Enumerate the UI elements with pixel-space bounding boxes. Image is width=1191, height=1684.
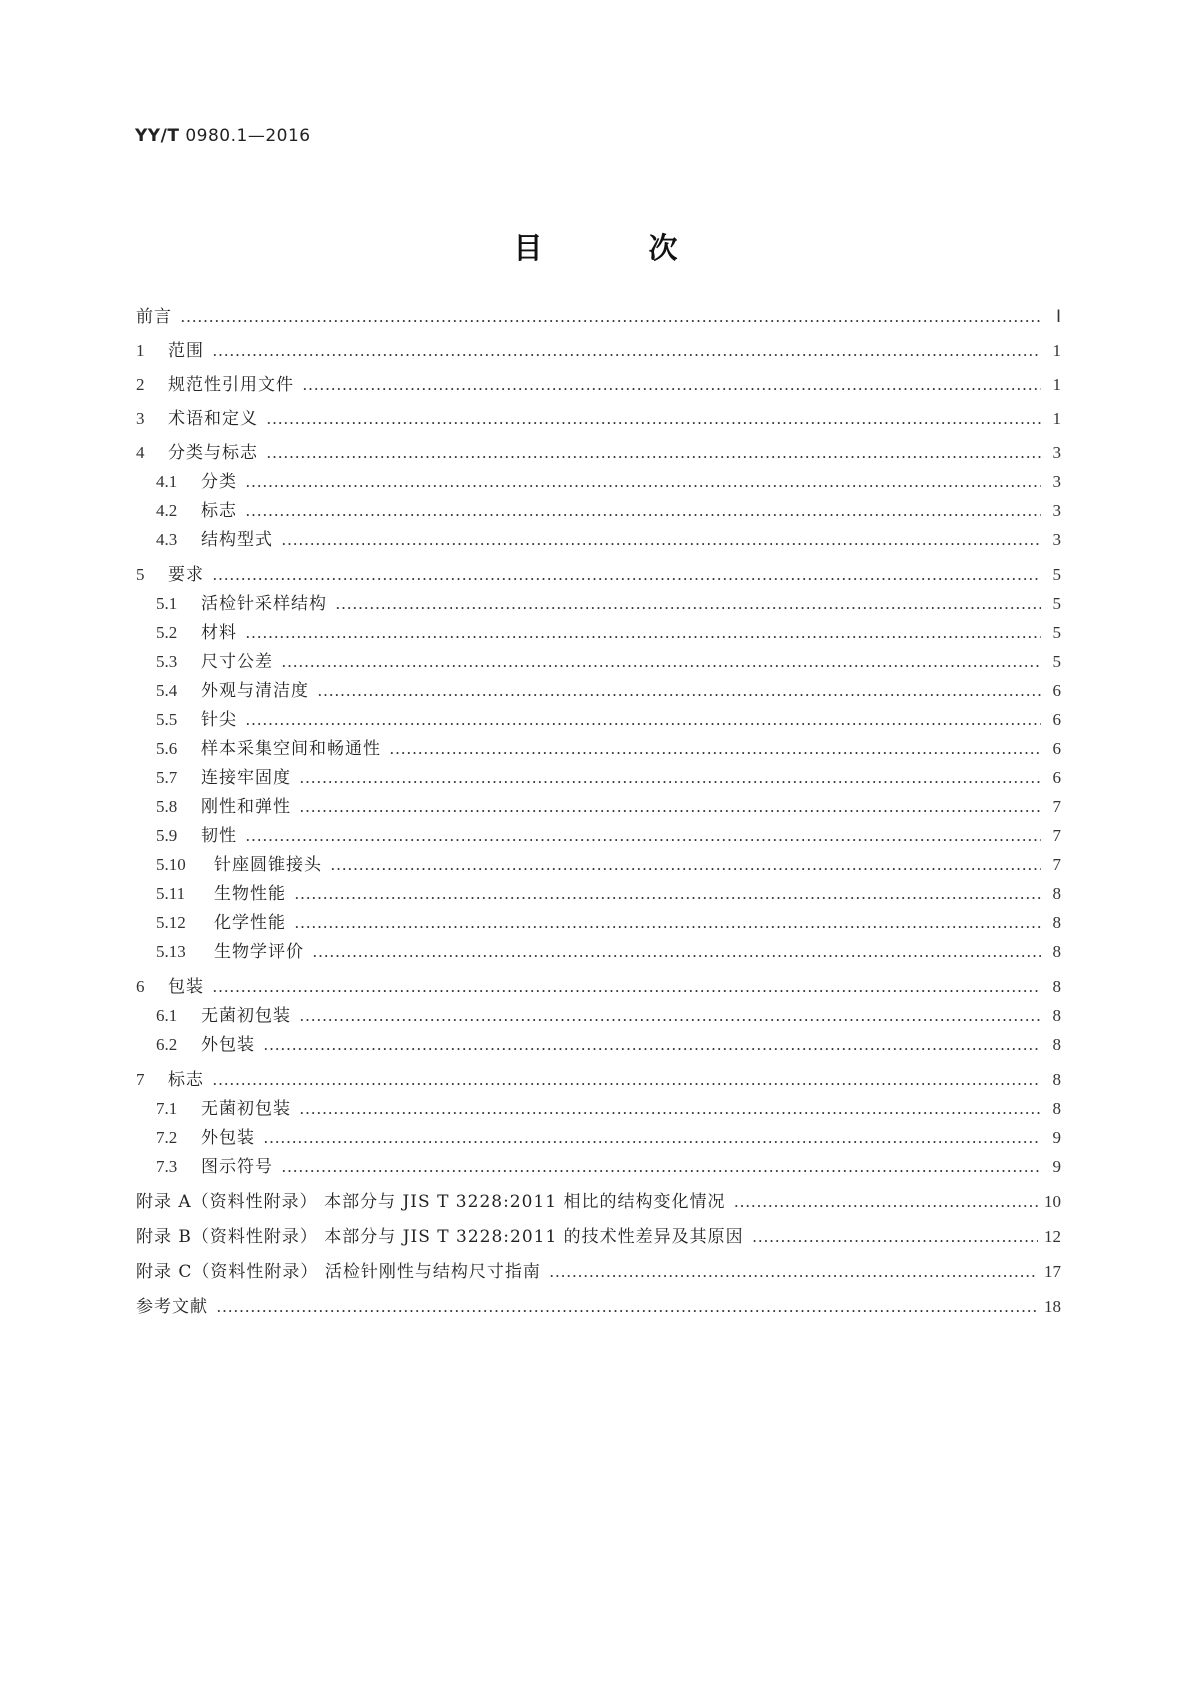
toc-entry-number: 5.8 [156, 797, 178, 816]
toc-entry-5-4[interactable] [156, 679, 1061, 703]
toc-entry-number: 7.2 [156, 1128, 178, 1147]
toc-entry-label: 标志 [201, 501, 237, 521]
toc-entry-page: 18 [1044, 1297, 1061, 1316]
toc-entry-1[interactable] [136, 339, 1061, 363]
toc-entry-label: 刚性和弹性 [201, 797, 291, 817]
toc-entry-page: 3 [1052, 501, 1061, 520]
toc-entry-label: 分类与标志 [168, 443, 258, 463]
toc-entry-number: 3 [136, 409, 145, 428]
toc-entry-label: 参考文献 [136, 1297, 208, 1317]
toc-entry-page: 7 [1052, 797, 1061, 816]
toc-entry-page: 5 [1052, 623, 1061, 642]
toc-entry-page: 8 [1052, 913, 1061, 932]
toc-entry-number: 1 [136, 341, 145, 360]
toc-leader-dots [294, 911, 1041, 935]
toc-leader-dots [263, 1033, 1041, 1057]
toc-entry-page: 8 [1052, 884, 1061, 903]
toc-entry-4-3[interactable] [156, 528, 1061, 552]
toc-entry-5-12[interactable] [156, 911, 1061, 935]
toc-entry-5-5[interactable] [156, 708, 1061, 732]
toc-entry-number: 5.13 [156, 942, 186, 961]
toc-leader-dots [216, 1295, 1038, 1319]
toc-entry-appendix-c[interactable] [136, 1260, 1061, 1284]
toc-leader-dots [263, 1126, 1041, 1150]
toc-entry-number: 5.1 [156, 594, 178, 613]
toc-leader-dots [733, 1190, 1038, 1214]
toc-leader-dots [245, 824, 1041, 848]
toc-leader-dots [281, 650, 1041, 674]
toc-entry-number: 6.1 [156, 1006, 178, 1025]
toc-entry-page: 3 [1052, 530, 1061, 549]
toc-entry-number: 7 [136, 1070, 145, 1089]
standard-code-prefix: YY/T [135, 126, 180, 146]
toc-entry-label: 材料 [201, 623, 237, 643]
toc-entry-label: 结构型式 [201, 530, 273, 550]
toc-entry-page: Ⅰ [1055, 307, 1061, 326]
toc-title: 目 次 [513, 231, 726, 265]
toc-entry-page: 17 [1044, 1262, 1061, 1281]
toc-entry-label: 针座圆锥接头 [214, 855, 322, 875]
toc-entry-4-2[interactable] [156, 499, 1061, 523]
toc-entry-page: 8 [1052, 1035, 1061, 1054]
toc-entry-page: 8 [1052, 942, 1061, 961]
toc-leader-dots [281, 1155, 1041, 1179]
toc-entry-number: 5.11 [156, 884, 186, 903]
toc-entry-4-1[interactable] [156, 470, 1061, 494]
toc-entry-label: 图示符号 [201, 1157, 273, 1177]
toc-entry-number: 4.2 [156, 501, 178, 520]
toc-entry-number: 5.12 [156, 913, 186, 932]
toc-leader-dots [299, 766, 1041, 790]
toc-entry-number: 5.6 [156, 739, 178, 758]
toc-entry-page: 3 [1052, 472, 1061, 491]
toc-entry-label: 外包装 [201, 1035, 255, 1055]
toc-entry-number: 5.5 [156, 710, 178, 729]
toc-entry-label: 分类 [201, 472, 237, 492]
toc-entry-page: 9 [1052, 1157, 1061, 1176]
toc-entry-number: 6 [136, 977, 145, 996]
toc-entry-7-3[interactable] [156, 1155, 1061, 1179]
toc-entry-label: 术语和定义 [168, 409, 258, 429]
toc-entry-page: 8 [1052, 1006, 1061, 1025]
toc-entry-5-10[interactable] [156, 853, 1061, 877]
toc-leader-dots [245, 470, 1041, 494]
toc-leader-dots [752, 1225, 1038, 1249]
toc-entry-label: 生物学评价 [214, 942, 304, 962]
toc-entry-label: 尺寸公差 [201, 652, 273, 672]
toc-entry-label: 附录 B（资料性附录） 本部分与 JIS T 3228:2011 的技术性差异及其原因 [136, 1227, 744, 1247]
toc-entry-label: 针尖 [201, 710, 237, 730]
toc-entry-5-11[interactable] [156, 882, 1061, 906]
toc-entry-page: 5 [1052, 565, 1061, 584]
toc-leader-dots [389, 737, 1041, 761]
toc-entry-page: 6 [1052, 739, 1061, 758]
toc-entry-5-6[interactable] [156, 737, 1061, 761]
toc-entry-label: 外包装 [201, 1128, 255, 1148]
toc-entry-page: 8 [1052, 1099, 1061, 1118]
toc-entry-number: 6.2 [156, 1035, 178, 1054]
toc-entry-3[interactable] [136, 407, 1061, 431]
toc-entry-number: 5.10 [156, 855, 186, 874]
toc-entry-label: 范围 [168, 341, 204, 361]
toc-entry-number: 7.3 [156, 1157, 178, 1176]
toc-leader-dots [299, 1097, 1041, 1121]
toc-entry-page: 7 [1052, 826, 1061, 845]
toc-entry-6[interactable] [136, 975, 1061, 999]
toc-entry-page: 6 [1052, 710, 1061, 729]
toc-entry-number: 5.2 [156, 623, 178, 642]
toc-entry-number: 5 [136, 565, 145, 584]
toc-entry-7[interactable] [136, 1068, 1061, 1092]
toc-entry-page: 12 [1044, 1227, 1061, 1246]
toc-entry-5-8[interactable] [156, 795, 1061, 819]
toc-entry-number: 5.3 [156, 652, 178, 671]
toc-leader-dots [245, 708, 1041, 732]
toc-entry-label: 样本采集空间和畅通性 [201, 739, 381, 759]
toc-entry-5-2[interactable] [156, 621, 1061, 645]
toc-leader-dots [335, 592, 1041, 616]
toc-entry-label: 包装 [168, 977, 204, 997]
toc-leader-dots [302, 373, 1041, 397]
toc-entry-5-3[interactable] [156, 650, 1061, 674]
toc-entry-7-2[interactable] [156, 1126, 1061, 1150]
toc-entry-page: 1 [1052, 341, 1061, 360]
toc-entry-label: 附录 C（资料性附录） 活检针刚性与结构尺寸指南 [136, 1262, 541, 1282]
toc-entry-page: 3 [1052, 443, 1061, 462]
toc-leader-dots [212, 339, 1041, 363]
toc-leader-dots [212, 975, 1041, 999]
toc-entry-number: 4 [136, 443, 145, 462]
toc-entry-label: 生物性能 [214, 884, 286, 904]
toc-leader-dots [245, 621, 1041, 645]
toc-leader-dots [299, 1004, 1041, 1028]
toc-entry-number: 5.9 [156, 826, 178, 845]
table-of-contents [136, 0, 1061, 1684]
toc-entry-number: 4.3 [156, 530, 178, 549]
toc-entry-number: 2 [136, 375, 145, 394]
toc-leader-dots [266, 441, 1041, 465]
toc-entry-page: 10 [1044, 1192, 1061, 1211]
toc-leader-dots [294, 882, 1041, 906]
toc-leader-dots [330, 853, 1041, 877]
toc-entry-page: 1 [1052, 375, 1061, 394]
toc-entry-page: 9 [1052, 1128, 1061, 1147]
toc-entry-label: 无菌初包装 [201, 1099, 291, 1119]
toc-entry-6-2[interactable] [156, 1033, 1061, 1057]
toc-entry-appendix-b[interactable] [136, 1225, 1061, 1249]
toc-entry-label: 要求 [168, 565, 204, 585]
toc-entry-label: 外观与清洁度 [201, 681, 309, 701]
toc-entry-label: 标志 [168, 1070, 204, 1090]
toc-entry-5-1[interactable] [156, 592, 1061, 616]
toc-entry-page: 5 [1052, 652, 1061, 671]
toc-entry-5-13[interactable] [156, 940, 1061, 964]
toc-entry-appendix-a[interactable] [136, 1190, 1061, 1214]
toc-entry-page: 7 [1052, 855, 1061, 874]
toc-entry-2[interactable] [136, 373, 1061, 397]
toc-entry-5-9[interactable] [156, 824, 1061, 848]
toc-entry-label: 韧性 [201, 826, 237, 846]
toc-leader-dots [212, 1068, 1041, 1092]
toc-leader-dots [180, 305, 1041, 329]
toc-leader-dots [299, 795, 1041, 819]
toc-entry-page: 5 [1052, 594, 1061, 613]
toc-entry-7-1[interactable] [156, 1097, 1061, 1121]
toc-entry-page: 6 [1052, 768, 1061, 787]
toc-entry-label: 活检针采样结构 [201, 594, 327, 614]
toc-entry-label: 规范性引用文件 [168, 375, 294, 395]
toc-entry-number: 5.7 [156, 768, 178, 787]
toc-entry-page: 8 [1052, 977, 1061, 996]
toc-entry-label: 无菌初包装 [201, 1006, 291, 1026]
toc-leader-dots [266, 407, 1041, 431]
toc-leader-dots [212, 563, 1041, 587]
toc-entry-5[interactable] [136, 563, 1061, 587]
toc-entry-foreword[interactable] [136, 305, 1061, 329]
toc-entry-page: 1 [1052, 409, 1061, 428]
toc-entry-references[interactable] [136, 1295, 1061, 1319]
toc-leader-dots [549, 1260, 1038, 1284]
toc-entry-label: 附录 A（资料性附录） 本部分与 JIS T 3228:2011 相比的结构变化情况 [136, 1192, 726, 1212]
toc-leader-dots [281, 528, 1041, 552]
toc-leader-dots [317, 679, 1041, 703]
toc-entry-page: 6 [1052, 681, 1061, 700]
toc-entry-number: 5.4 [156, 681, 178, 700]
toc-entry-4[interactable] [136, 441, 1061, 465]
toc-leader-dots [245, 499, 1041, 523]
toc-entry-page: 8 [1052, 1070, 1061, 1089]
standard-code-number: 0980.1—2016 [185, 126, 311, 146]
toc-entry-5-7[interactable] [156, 766, 1061, 790]
toc-entry-label: 化学性能 [214, 913, 286, 933]
toc-entry-6-1[interactable] [156, 1004, 1061, 1028]
toc-entry-label: 连接牢固度 [201, 768, 291, 788]
toc-entry-number: 4.1 [156, 472, 178, 491]
toc-entry-number: 7.1 [156, 1099, 178, 1118]
toc-entry-label: 前言 [136, 307, 172, 327]
toc-leader-dots [312, 940, 1041, 964]
